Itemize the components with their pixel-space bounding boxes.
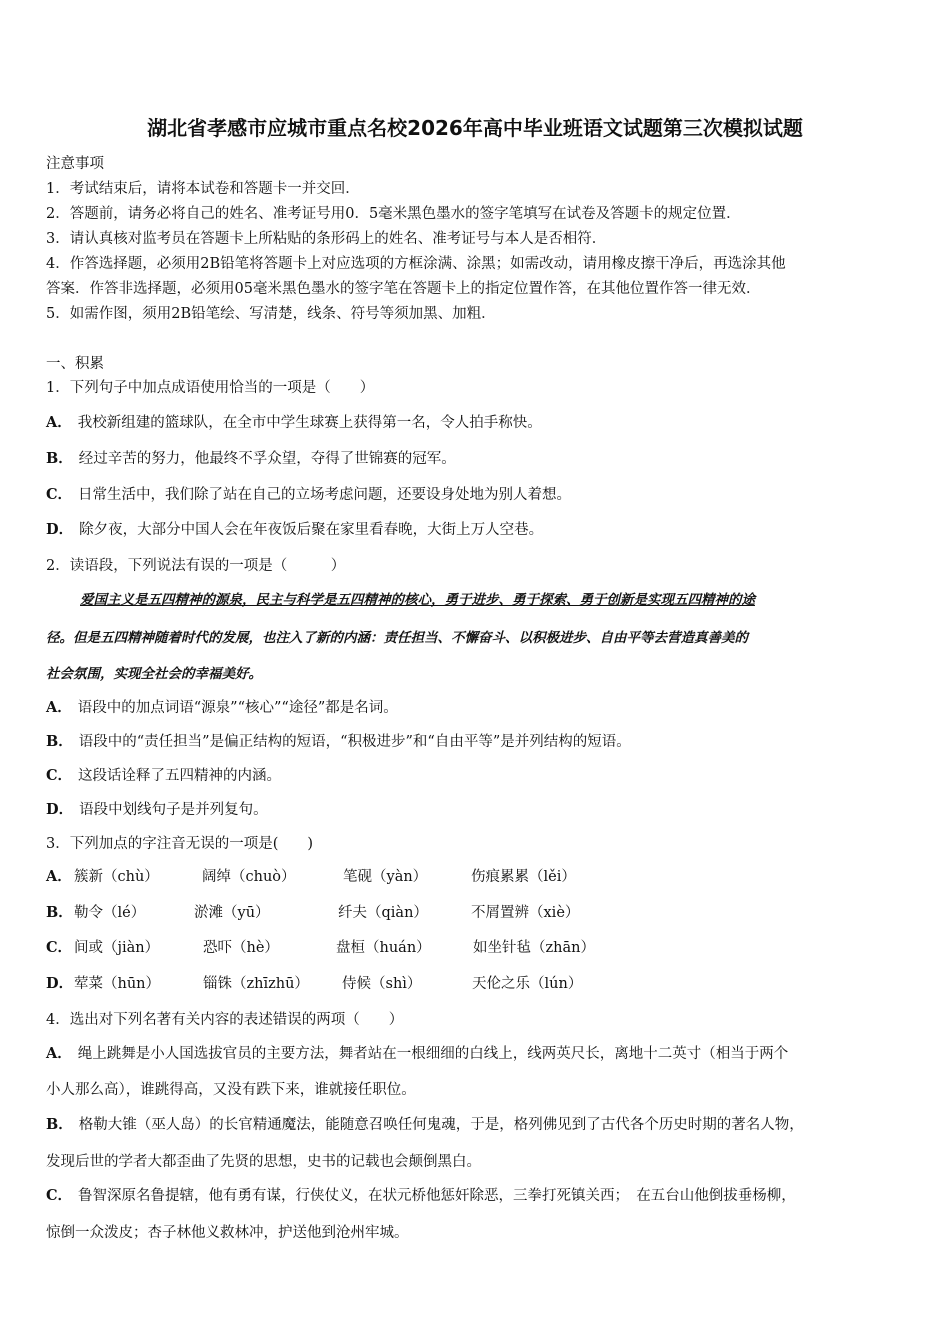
- question-stem: 4．选出对下列名著有关内容的表述错误的两项（ ）: [46, 1012, 404, 1028]
- notice-item: 3．请认真核对监考员在答题卡上所粘贴的条形码上的姓名、准考证号与本人是否相符．: [46, 231, 607, 247]
- option-label: A．: [46, 414, 72, 431]
- option-text: 语段中划线句子是并列复句。: [79, 802, 268, 818]
- option-continuation: 惊倒一众泼皮；杏子林他义救林冲，护送他到沧州牢城。: [46, 1225, 409, 1241]
- option-text: 语段中的加点词语“源泉”“核心”“途径”都是名词。: [77, 700, 398, 716]
- option-label: B．: [46, 1116, 73, 1133]
- option-d: [46, 798, 268, 819]
- section-heading: 一、积累: [46, 356, 104, 372]
- notice-item: 1．考试结束后，请将本试卷和答题卡一并交回．: [46, 181, 360, 197]
- notice-item: 2．答题前，请务必将自己的姓名、准考证号用0．5毫米黑色墨水的签字笔填写在试卷及答题卡的规定位置．: [46, 206, 741, 222]
- pinyin-item: 阔绰（chuò）: [202, 869, 296, 885]
- notice-item: 4．作答选择题，必须用2B铅笔将答题卡上对应选项的方框涂满、涂黑；如需改动，请用橡皮擦干净后，再选涂其他: [46, 256, 786, 272]
- option-text: 绳上跳舞是小人国选拔官员的主要方法，舞者站在一根细细的白线上，线两英尺长，离地十二英寸（相当于两个: [77, 1046, 789, 1062]
- pinyin-item: 盘桓（huán）: [336, 940, 431, 956]
- option-c: [46, 1184, 796, 1205]
- option-text: 我校新组建的篮球队，在全市中学生球赛上获得第一名，令人拍手称快。: [77, 415, 542, 431]
- option-b: [46, 447, 456, 468]
- page-title: 湖北省孝感市应城市重点名校2026年高中毕业班语文试题第三次模拟试题: [147, 116, 803, 140]
- pinyin-item: 淤滩（yū）: [194, 905, 270, 921]
- pinyin-item: 笔砚（yàn）: [343, 869, 428, 885]
- option-label: A．: [46, 699, 72, 716]
- passage-line: 爱国主义是五四精神的源泉，民主与科学是五四精神的核心，勇于进步、勇于探索、勇于创新是实现五四精神的途: [80, 592, 755, 608]
- pinyin-item: 不屑置辨（xiè）: [471, 905, 580, 921]
- option-label: B．: [46, 450, 73, 467]
- option-text: 这段话诠释了五四精神的内涵。: [78, 768, 282, 784]
- passage-line: 径。但是五四精神随着时代的发展，也注入了新的内涵：责任担当、不懈奋斗、以积极进步、自由平等去营造真善美的: [46, 630, 748, 646]
- row-label: C．: [46, 939, 73, 956]
- option-continuation: 发现后世的学者大都歪曲了先贤的思想，史书的记载也会颠倒黑白。: [46, 1154, 481, 1170]
- option-label: D．: [46, 801, 74, 818]
- option-c: [46, 764, 281, 785]
- option-label: B．: [46, 733, 73, 750]
- pinyin-item: 锱铢（zhīzhū）: [203, 976, 309, 992]
- row-label: D．: [46, 975, 74, 992]
- pinyin-item: 勒令（lé）: [74, 905, 146, 921]
- notice-item: 5．如需作图，须用2B铅笔绘、写清楚，线条、符号等须加黑、加粗．: [46, 306, 496, 322]
- pinyin-item: 簇新（chù）: [74, 869, 159, 885]
- option-text: 格勒大锥（巫人岛）的长官精通魔法，能随意召唤任何鬼魂，于是，格列佛见到了古代各个历史时期的著名人物，: [78, 1117, 804, 1133]
- option-text: 经过辛苦的努力，他最终不孚众望，夺得了世锦赛的冠军。: [78, 451, 456, 467]
- option-label: C．: [46, 767, 73, 784]
- option-label: D．: [46, 521, 74, 538]
- notice-item: 答案．作答非选择题，必须用05毫米黑色墨水的签字笔在答题卡上的指定位置作答，在其他位置作答一律无效．: [46, 281, 761, 297]
- row-label: B．: [46, 904, 73, 921]
- pinyin-item: 侍候（shì）: [342, 976, 422, 992]
- option-a: [46, 696, 398, 717]
- pinyin-item: 天伦之乐（lún）: [472, 976, 583, 992]
- option-text: 日常生活中，我们除了站在自己的立场考虑问题，还要设身处地为别人着想。: [78, 487, 572, 503]
- option-c: [46, 483, 571, 504]
- pinyin-item: 伤痕累累（lěi）: [471, 869, 576, 885]
- option-b: [46, 1113, 804, 1134]
- question-stem: 2．读语段，下列说法有误的一项是（ ）: [46, 558, 346, 574]
- option-text: 语段中的“责任担当”是偏正结构的短语，“积极进步”和“自由平等”是并列结构的短语。: [78, 734, 631, 750]
- question-stem: 1．下列句子中加点成语使用恰当的一项是（ ）: [46, 380, 375, 396]
- notice-heading: 注意事项: [46, 156, 104, 172]
- option-label: C．: [46, 1187, 73, 1204]
- pinyin-item: 间或（jiàn）: [74, 940, 160, 956]
- option-text: 除夕夜，大部分中国人会在年夜饭后聚在家里看春晚，大街上万人空巷。: [79, 522, 544, 538]
- option-label: C．: [46, 486, 73, 503]
- option-label: A．: [46, 1045, 72, 1062]
- option-a: [46, 1042, 788, 1063]
- pinyin-item: 荤菜（hūn）: [74, 976, 161, 992]
- pinyin-item: 恐吓（hè）: [203, 940, 279, 956]
- option-text: 鲁智深原名鲁提辖，他有勇有谋，行侠仗义，在状元桥他惩奸除恶，三拳打死镇关西； 在五台山他倒拔垂杨柳，: [78, 1188, 796, 1204]
- option-b: [46, 730, 631, 751]
- option-a: [46, 411, 542, 432]
- row-label: A．: [46, 868, 72, 885]
- question-stem: 3．下列加点的字注音无误的一项是( ): [46, 836, 314, 852]
- passage-line: 社会氛围，实现全社会的幸福美好。: [46, 666, 262, 682]
- pinyin-item: 纤夫（qiàn）: [338, 905, 428, 921]
- option-d: [46, 518, 543, 539]
- option-continuation: 小人那么高），谁跳得高，又没有跌下来，谁就接任职位。: [46, 1082, 416, 1098]
- pinyin-item: 如坐针毡（zhān）: [473, 940, 595, 956]
